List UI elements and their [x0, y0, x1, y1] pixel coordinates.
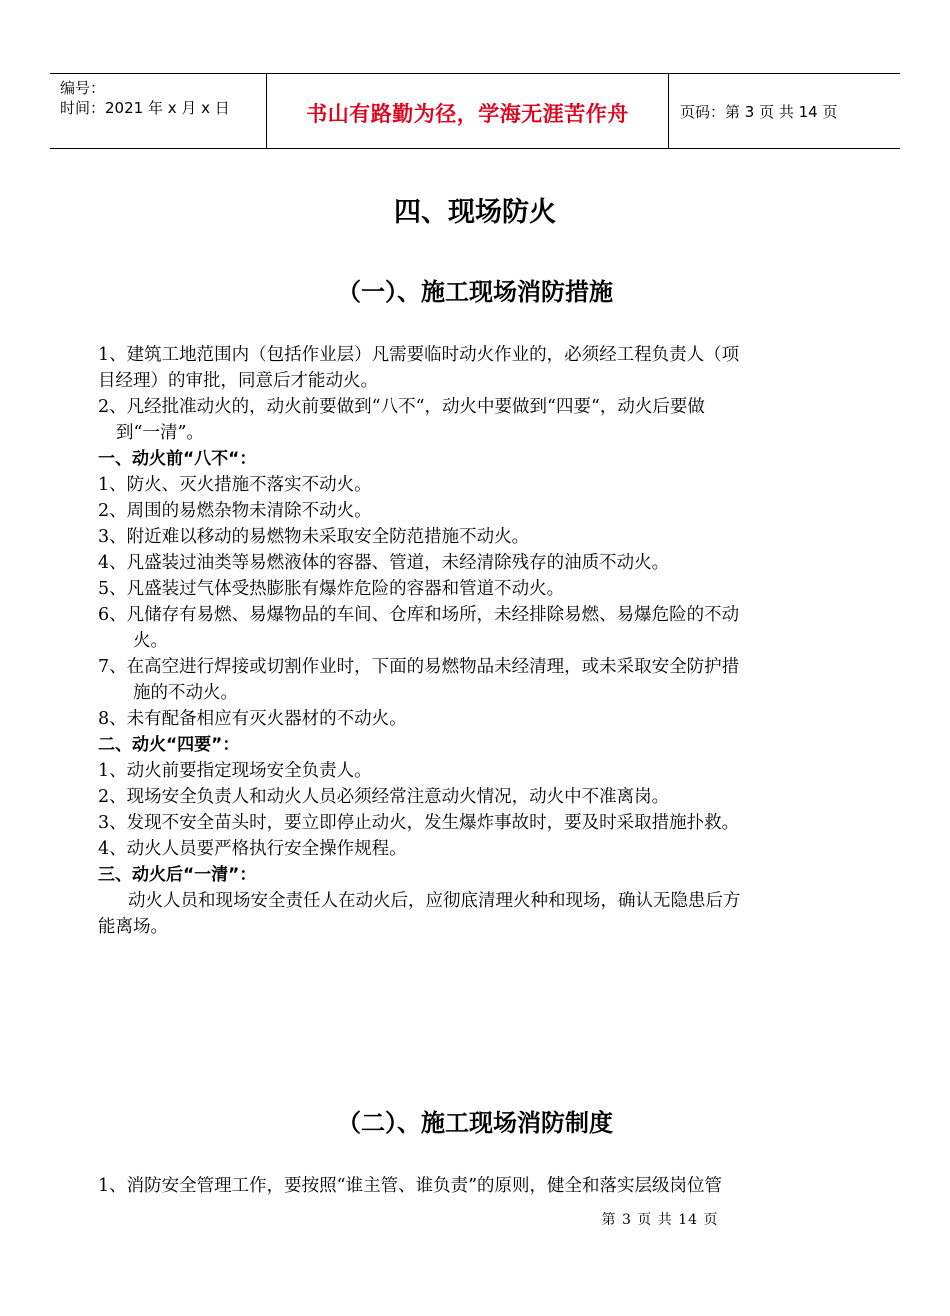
list-item: 2、现场安全负责人和动火人员必须经常注意动火情况，动火中不准离岗。 — [98, 787, 670, 807]
list-item: 1、防火、灭火措施不落实不动火。 — [98, 475, 372, 495]
list-item: 5、凡盛装过气体受热膨胀有爆炸危险的容器和管道不动火。 — [98, 579, 565, 599]
section2-heading: （二）、施工现场消防制度 — [337, 1109, 613, 1137]
list-item-continuation: 火。 — [133, 631, 168, 651]
section1-heading: （一）、施工现场消防措施 — [337, 278, 613, 306]
after-paragraph: 动火人员和现场安全责任人在动火后，应彻底清理火种和现场，确认无隐患后方 — [128, 891, 741, 911]
after-heading: 三、动火后“一清”： — [98, 865, 257, 885]
header-motto: 书山有路勤为径，学海无涯苦作舟 — [306, 102, 629, 126]
intro-line: 目经理）的审批，同意后才能动火。 — [98, 371, 378, 391]
list-item: 3、发现不安全苗头时，要立即停止动火，发生爆炸事故时，要及时采取措施扑救。 — [98, 813, 740, 833]
section2-first-line: 1、消防安全管理工作，要按照“谁主管、谁负责”的原则，健全和落实层级岗位管 — [98, 1176, 723, 1196]
time-label: 时间：2021 年 x 月 x 日 — [60, 99, 230, 117]
list-item: 7、在高空进行焊接或切割作业时，下面的易燃物品未经清理，或未采取安全防护措 — [98, 657, 740, 677]
list-item: 8、未有配备相应有灭火器材的不动火。 — [98, 709, 407, 729]
header-meta — [60, 78, 270, 118]
intro-line: 1、建筑工地范围内（包括作业层）凡需要临时动火作业的，必须经工程负责人（项 — [98, 345, 740, 365]
intro-line: 2、凡经批准动火的，动火前要做到“八不“，动火中要做到“四要“，动火后要做 — [98, 397, 705, 417]
intro-line: 到“一清”。 — [116, 423, 204, 443]
list-item-continuation: 施的不动火。 — [133, 683, 238, 703]
number-label: 编号： — [60, 79, 106, 97]
page-title: 四、现场防火 — [394, 197, 556, 228]
before-heading: 一、动火前“八不“： — [98, 449, 257, 469]
list-item: 4、动火人员要严格执行安全操作规程。 — [98, 839, 407, 859]
after-paragraph-continuation: 能离场。 — [98, 917, 168, 937]
during-heading: 二、动火“四要”： — [98, 735, 240, 755]
list-item: 1、动火前要指定现场安全负责人。 — [98, 761, 372, 781]
header-page-info: 页码：第 3 页 共 14 页 — [680, 103, 838, 121]
list-item: 4、凡盛装过油类等易燃液体的容器、管道，未经清除残存的油质不动火。 — [98, 553, 670, 573]
list-item: 3、附近难以移动的易燃物未采取安全防范措施不动火。 — [98, 527, 530, 547]
page-header — [50, 73, 900, 149]
page-footer: 第 3 页 共 14 页 — [601, 1212, 719, 1228]
header-divider — [668, 74, 669, 148]
section1-content — [98, 342, 858, 940]
list-item: 2、周围的易燃杂物未清除不动火。 — [98, 501, 372, 521]
list-item: 6、凡储存有易燃、易爆物品的车间、仓库和场所，未经排除易燃、易爆危险的不动 — [98, 605, 740, 625]
